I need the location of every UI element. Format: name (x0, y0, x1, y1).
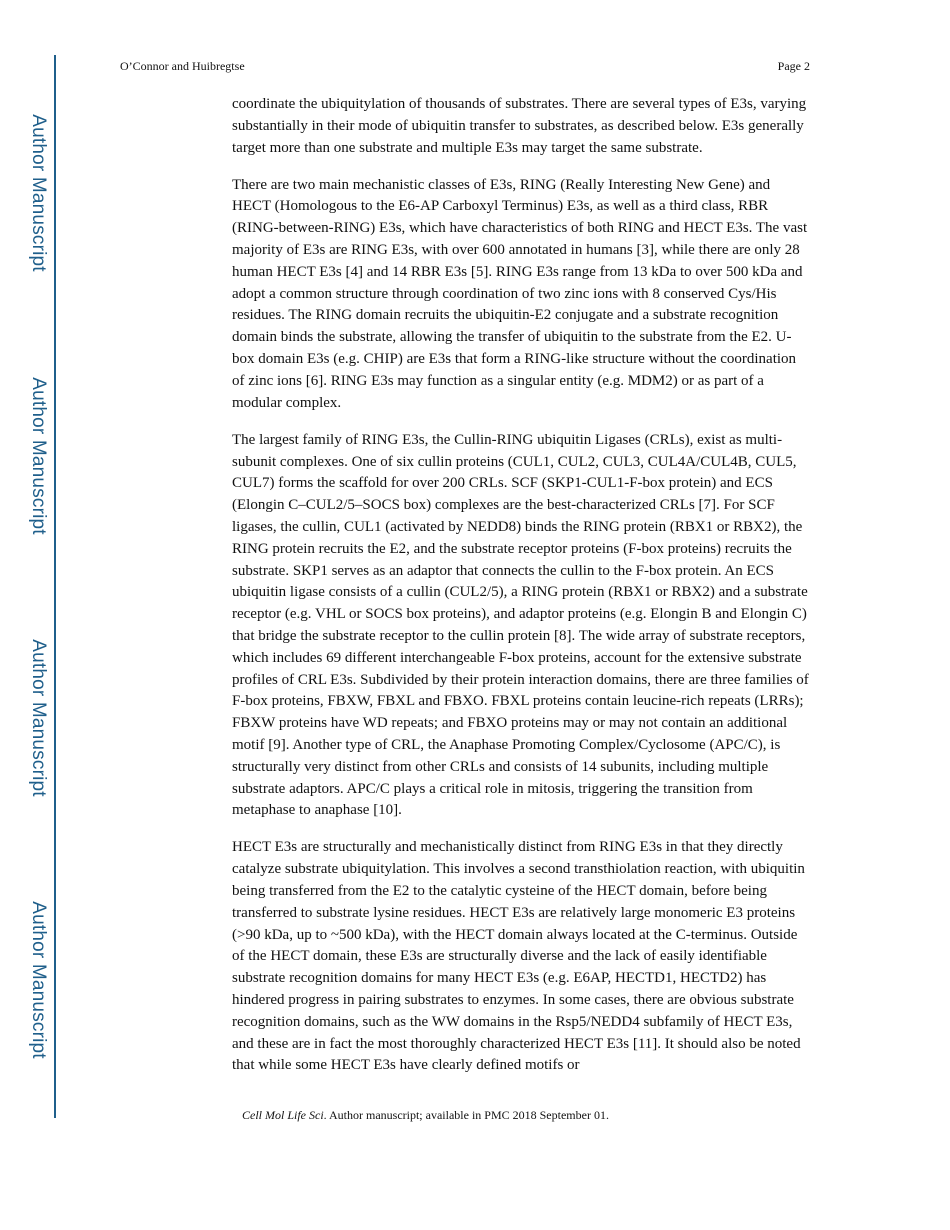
paragraph: The largest family of RING E3s, the Cullin-RING ubiquitin Ligases (CRLs), exist as multi-subunit complexes. One of six cullin proteins (CUL1, CUL2, CUL3, CUL4A/CUL4B, CUL5, CUL7) forms the scaffold for over 200 CRLs. SCF (SKP1-CUL1-F-box protein) and ECS (Elongin C–CUL2/5–SOCS box) complexes are the best-characterized CRLs [7]. For SCF ligases, the cullin, CUL1 (activated by NEDD8) binds the RING protein (RBX1 or RBX2), the RING protein recruits the E2, and the substrate receptor proteins (F-box proteins) recruits the substrate. SKP1 serves as an adaptor that connects the cullin to the F-box protein. An ECS ubiquitin ligase consists of a cullin (CUL2/5), a RING protein (RBX1 or RBX2) and a substrate receptor (e.g. VHL or SOCS box proteins), and adaptor proteins (e.g. Elongin B and Elongin C) that bridge the substrate receptor to the cullin protein [8]. The wide array of substrate receptors, which includes 69 different interchangeable F-box proteins, account for the extensive substrate profiles of CRL E3s. Subdivided by their protein interaction domains, there are three families of F-box proteins, FBXW, FBXL and FBXO. FBXL proteins contain leucine-rich repeats (LRRs); FBXW proteins have WD repeats; and FBXO proteins may or may not contain an additional motif [9]. Another type of CRL, the Anaphase Promoting Complex/Cyclosome (APC/C), is structurally very distinct from other CRLs and consists of 14 subunits, including multiple substrate adaptors. APC/C plays a critical role in mitosis, triggering the transition from metaphase to anaphase [10]. (232, 431, 809, 819)
sidebar-label-text: Author Manuscript (28, 901, 49, 1059)
citation-footer (242, 1108, 609, 1123)
running-header-authors: O’Connor and Huibregtse (120, 59, 245, 73)
article-body (232, 94, 812, 1092)
page-number: Page 2 (777, 59, 810, 73)
sidebar-label-text: Author Manuscript (28, 377, 49, 535)
sidebar-label-text: Author Manuscript (28, 114, 49, 272)
sidebar-label-text: Author Manuscript (28, 639, 49, 797)
paragraph: There are two main mechanistic classes of E3s, RING (Really Interesting New Gene) and HECT (Homologous to the E6-AP Carboxyl Terminus) E3s, as well as a third class, RBR (RING-between-RING) E3s, which have characteristics of both RING and HECT E3s. The vast majority of E3s are RING E3s, with over 600 annotated in humans [3], while there are only 28 human HECT E3s [4] and 14 RBR E3s [5]. RING E3s range from 13 kDa to over 500 kDa and adopt a common structure through coordination of two zinc ions with 8 conserved Cys/His residues. The RING domain recruits the ubiquitin-E2 conjugate and a substrate recognition domain binds the substrate, allowing the transfer of ubiquitin to the substrate from the E2. U-box domain E3s (e.g. CHIP) are E3s that form a RING-like structure without the coordination of zinc ions [6]. RING E3s may function as a singular entity (e.g. MDM2) or as part of a modular complex. (232, 176, 808, 411)
journal-name: Cell Mol Life Sci (242, 1108, 324, 1122)
margin-rule (54, 55, 56, 1118)
paragraph: coordinate the ubiquitylation of thousands of substrates. There are several types of E3s, varying substantially in their mode of ubiquitin transfer to substrates, as described below. E3s generally target more than one substrate and multiple E3s may target the same substrate. (232, 96, 807, 156)
footer-note: . Author manuscript; available in PMC 2018 September 01. (323, 1108, 609, 1122)
paragraph: HECT E3s are structurally and mechanistically distinct from RING E3s in that they directly catalyze substrate ubiquitylation. This involves a second transthiolation reaction, with ubiquitin being transferred from the E2 to the catalytic cysteine of the HECT domain, before being transferred to substrate lysine residues. HECT E3s are relatively large monomeric E3 proteins (>90 kDa, up to ~500 kDa), with the HECT domain always located at the C-terminus. Outside of the HECT domain, these E3s are structurally diverse and the lack of easily identifiable substrate recognition domains for many HECT E3s (e.g. E6AP, HECTD1, HECTD2) has hindered progress in pairing substrates to enzymes. In some cases, there are obvious substrate recognition domains, such as the WW domains in the Rsp5/NEDD4 subfamily of HECT E3s, and these are in fact the most thoroughly characterized HECT E3s [11]. It should also be noted that while some HECT E3s have clearly defined motifs or (232, 839, 805, 1074)
